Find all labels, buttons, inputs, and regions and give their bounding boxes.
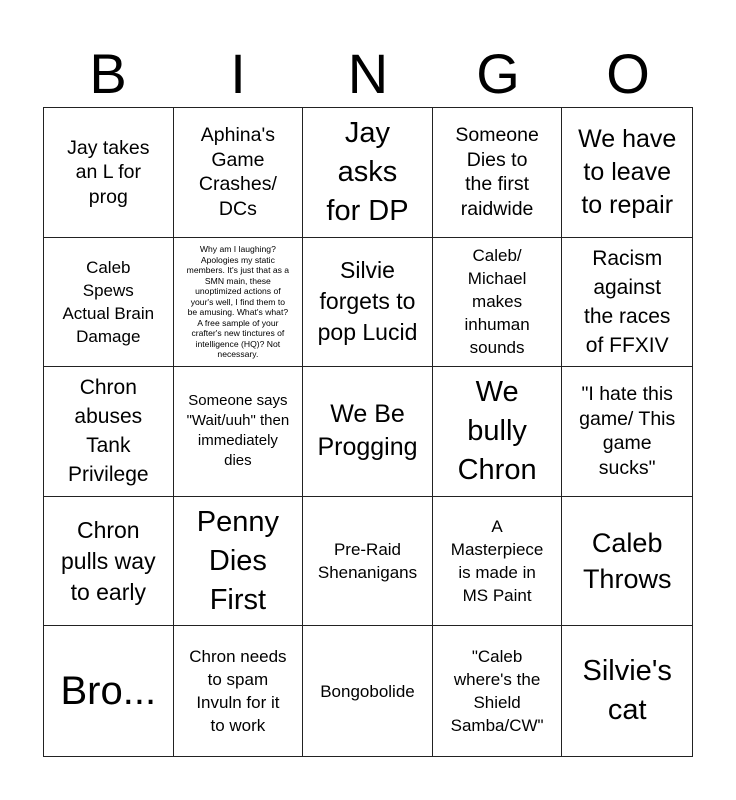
cell-text: Caleb/ Michael makes inhuman sounds [464, 246, 530, 358]
bingo-cell[interactable] [174, 108, 304, 238]
bingo-cell[interactable] [44, 626, 174, 756]
cell-text: A Masterpiece is made in MS Paint [450, 517, 544, 606]
bingo-cell[interactable] [433, 626, 563, 756]
bingo-cell[interactable] [433, 497, 563, 627]
cell-text: Racism against the races of FFXIV [584, 246, 671, 357]
cell-text: Penny Dies First [196, 505, 279, 616]
cell-text: Caleb Spews Actual Brain Damage [62, 257, 155, 346]
bingo-cell[interactable] [303, 626, 433, 756]
bingo-cell[interactable] [303, 367, 433, 497]
bingo-cell[interactable] [303, 238, 433, 368]
header-letter-i: I [230, 42, 246, 105]
header-letter-o: O [606, 42, 650, 105]
bingo-cell[interactable] [174, 238, 304, 368]
cell-text: Someone Dies to the first raidwide [455, 124, 539, 220]
cell-text: Jay takes an L for prog [67, 136, 150, 208]
bingo-header [43, 40, 693, 108]
cell-text: Jay asks for DP [326, 116, 409, 227]
bingo-cell[interactable] [562, 108, 692, 238]
cell-text: Aphina's Game Crashes/ DCs [198, 124, 277, 220]
bingo-cell[interactable] [44, 367, 174, 497]
cell-text: Bongobolide [320, 681, 415, 701]
bingo-cell[interactable] [562, 497, 692, 627]
bingo-board [43, 107, 693, 757]
cell-text: We bully Chron [457, 375, 537, 486]
cell-text: "Caleb where's the Shield Samba/CW" [450, 647, 544, 736]
bingo-cell[interactable] [44, 108, 174, 238]
cell-text: Chron needs to spam Invuln for it to work [189, 647, 287, 736]
cell-text: Someone says "Wait/uuh" then immediately dies [186, 392, 290, 470]
bingo-cell[interactable] [174, 367, 304, 497]
bingo-cell[interactable] [44, 238, 174, 368]
cell-text: Chron abuses Tank Privilege [68, 376, 149, 487]
cell-text: Silvie forgets to pop Lucid [317, 257, 418, 346]
bingo-cell[interactable] [303, 108, 433, 238]
cell-text: "I hate this game/ This game sucks" [579, 383, 676, 479]
cell-text: Chron pulls way to early [60, 516, 156, 605]
bingo-cell[interactable] [303, 497, 433, 627]
cell-text: Bro... [60, 669, 157, 714]
bingo-cell[interactable] [174, 497, 304, 627]
cell-text: Silvie's cat [582, 655, 672, 727]
bingo-cell[interactable] [44, 497, 174, 627]
bingo-cell[interactable] [562, 367, 692, 497]
bingo-cell[interactable] [433, 238, 563, 368]
header-letter-g: G [476, 42, 520, 105]
cell-text: Caleb Throws [582, 528, 672, 595]
bingo-cell[interactable] [562, 626, 692, 756]
cell-text: Why am I laughing? Apologies my static members. It's just that as a SMN main, these unoptimized actions of your's well, I find them to be amusing. What's what? A free sample of your crafter's new tinctures of intelligence (HQ)? Not necessary. [186, 244, 290, 360]
cell-text: We Be Progging [317, 400, 418, 462]
bingo-cell[interactable] [562, 238, 692, 368]
bingo-cell[interactable] [433, 367, 563, 497]
header-letter-b: B [89, 42, 127, 105]
bingo-cell[interactable] [433, 108, 563, 238]
cell-text: Pre-Raid Shenanigans [317, 540, 418, 583]
header-letter-n: N [347, 42, 389, 105]
cell-text: We have to leave to repair [578, 124, 677, 219]
bingo-cell[interactable] [174, 626, 304, 756]
